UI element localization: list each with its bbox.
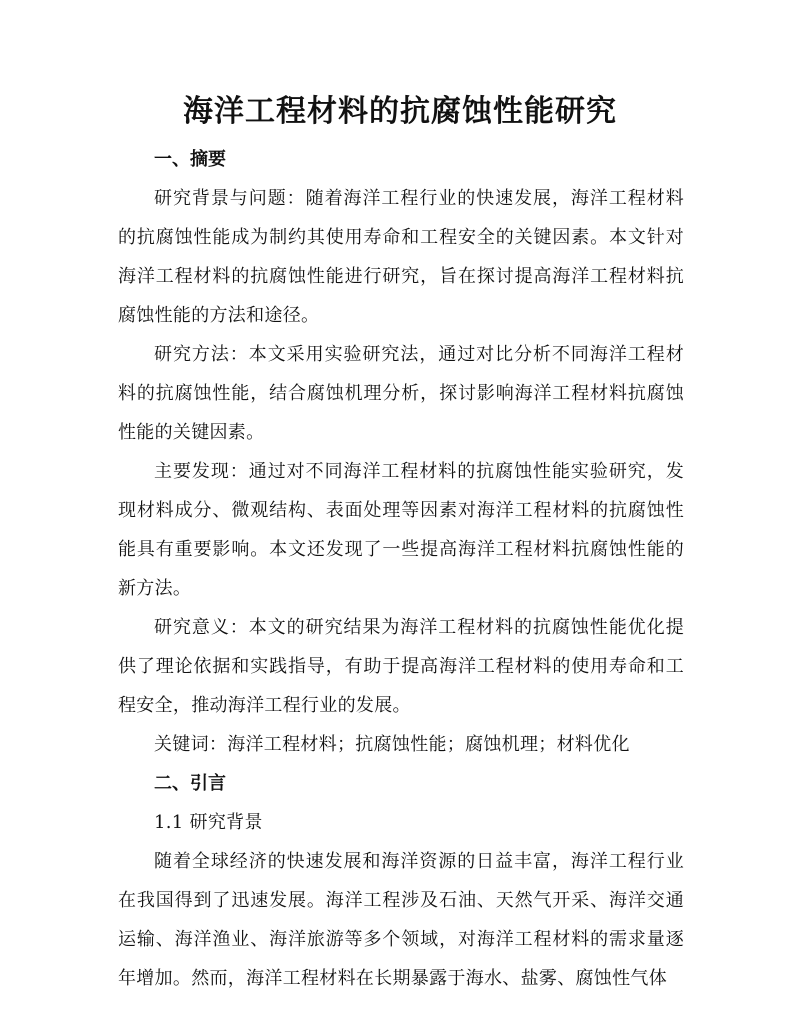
abstract-findings-paragraph: 主要发现：通过对不同海洋工程材料的抗腐蚀性能实验研究，发现材料成分、微观结构、表面处理等因素对海洋工程材料的抗腐蚀性能具有重要影响。本文还发现了一些提高海洋工程材料抗腐蚀性能的新方法。: [118, 461, 684, 599]
abstract-significance-paragraph: 研究意义：本文的研究结果为海洋工程材料的抗腐蚀性能优化提供了理论依据和实践指导，有助于提高海洋工程材料的使用寿命和工程安全，推动海洋工程行业的发展。: [118, 617, 684, 716]
section-heading-abstract: 一、摘要: [154, 149, 226, 170]
keywords-line: 关键词：海洋工程材料；抗腐蚀性能；腐蚀机理；材料优化: [154, 734, 630, 755]
abstract-background-paragraph: 研究背景与问题：随着海洋工程行业的快速发展，海洋工程材料的抗腐蚀性能成为制约其使用寿命和工程安全的关键因素。本文针对海洋工程材料的抗腐蚀性能进行研究，旨在探讨提高海洋工程材料抗腐蚀性能的方法和途径。: [118, 188, 684, 326]
subsection-heading-background: 1.1 研究背景: [154, 812, 263, 833]
document-body: [118, 140, 684, 998]
section-heading-introduction: 二、引言: [154, 773, 226, 794]
abstract-method-paragraph: 研究方法：本文采用实验研究法，通过对比分析不同海洋工程材料的抗腐蚀性能，结合腐蚀机理分析，探讨影响海洋工程材料抗腐蚀性能的关键因素。: [118, 344, 684, 443]
document-title: 海洋工程材料的抗腐蚀性能研究: [183, 94, 617, 129]
introduction-paragraph: 随着全球经济的快速发展和海洋资源的日益丰富，海洋工程行业在我国得到了迅速发展。海洋工程涉及石油、天然气开采、海洋交通运输、海洋渔业、海洋旅游等多个领域，对海洋工程材料的需求量逐年增加。然而，海洋工程材料在长期暴露于海水、盐雾、腐蚀性气体: [118, 851, 684, 989]
